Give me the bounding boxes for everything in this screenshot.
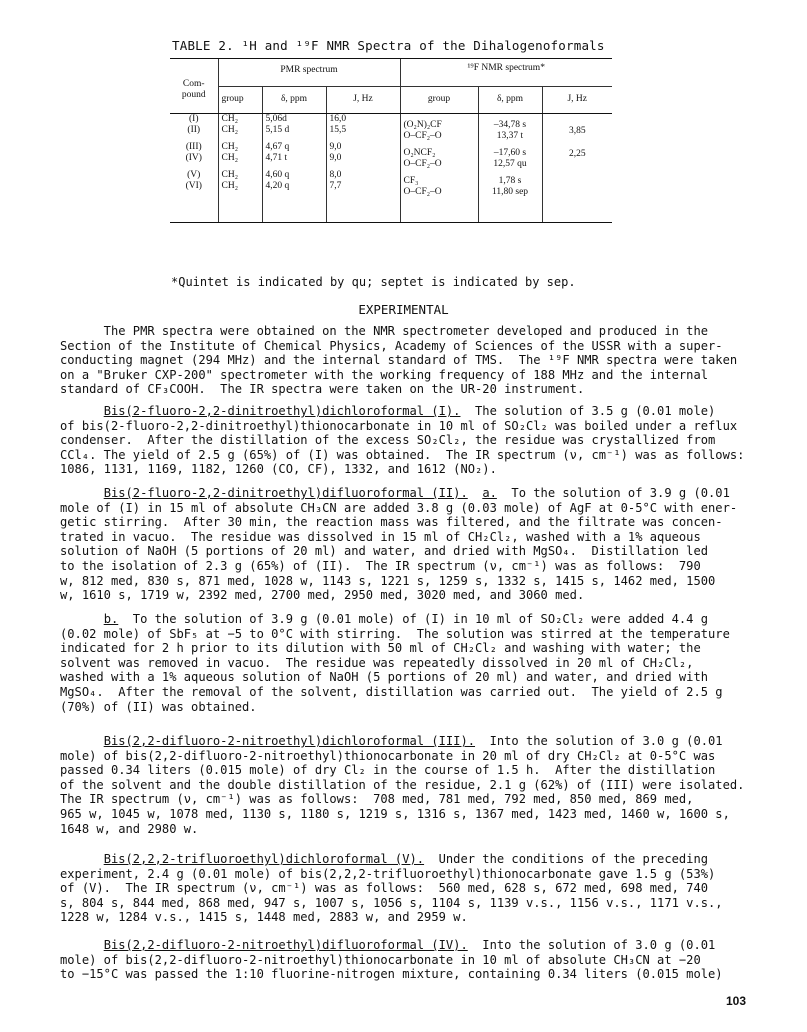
paragraph-body: Into the solution of 3.0 g (0.01 mole) of bis(2,2-difluoro-2-nitroethyl)thionocarbonate in 10 ml of absolute CH₃CN at −20 to −15°C was passed the 1:10 fluorine-nitrogen mixture, containing 0.34 liters (0.015 mole)	[60, 938, 723, 982]
table-cell: 8,0	[329, 169, 342, 180]
table-cell: 12,57 qu	[493, 158, 527, 169]
header-compound: Com- pound	[170, 59, 218, 114]
paragraph-compound-v	[60, 852, 782, 925]
table-cell: (I)	[189, 113, 199, 124]
table-cell: CH₂	[221, 124, 239, 135]
compound-title: Bis(2,2-difluoro-2-nitroethyl)difluoroformal (IV).	[103, 938, 468, 952]
table-cell: 9,0	[329, 152, 342, 163]
header-pmr: PMR spectrum	[218, 59, 400, 87]
table-cell: (III)	[185, 141, 202, 152]
table-cell: 4,20 q	[265, 180, 290, 191]
header-pmr-group: group	[218, 86, 262, 113]
table-cell: O–CF₂–O	[403, 130, 442, 141]
table-cell: 9,0	[329, 141, 342, 152]
section-heading-experimental: EXPERIMENTAL	[358, 302, 449, 317]
table-cell: O₂NCF₂	[403, 147, 436, 158]
paragraph-body: To the solution of 3.9 g (0.01 mole of (I) in 15 ml of absolute CH₃CN are added 3.8 g (0.03 mole) of AgF at 0-5°C with ener- getic stirring. After 30 min, the reaction mass was filtered, and the filtrate was concen- trated in vacuo. The residue was dissolved in 15 ml of CH₂Cl₂, washed with a 1% aqueous solution of NaOH (5 portions of 20 ml) and water, and dried with MgSO₄. Distillation led to the isolation of 2.3 g (65%) of (II). The IR spectrum (ν, cm⁻¹) was as follows: 790 w, 812 med, 830 s, 871 med, 1028 w, 1143 s, 1221 s, 1259 s, 1332 s, 1415 s, 1462 med, 1500 w, 1610 s, 1719 w, 2392 med, 2700 med, 2950 med, 3020 med, and 3060 med.	[60, 486, 738, 603]
col-f-j	[542, 113, 612, 222]
col-pmr-ppm	[262, 113, 326, 222]
table-cell: 2,25	[568, 148, 586, 159]
paragraph-compound-iv	[60, 938, 782, 982]
table-cell: CH₂	[221, 152, 239, 163]
col-pmr-group	[218, 113, 262, 222]
table-cell: CH₂	[221, 180, 239, 191]
table-cell: 5,06d	[265, 113, 287, 124]
paragraph-body: Under the conditions of the preceding experiment, 2.4 g (0.01 mole) of bis(2,2,2-trifluoroethyl)thionocarbonate gave 1.5 g (53%) of (V). The IR spectrum (ν, cm⁻¹) was as follows: 560 med, 628 s, 672 med, 698 med, 740 s, 804 s, 844 med, 868 med, 947 s, 1007 s, 1056 s, 1104 s, 1139 v.s., 1156 v.s., 1171 v.s., 1228 w, 1284 v.s., 1415 s, 1448 med, 2883 w, and 2959 w.	[60, 852, 723, 925]
header-pmr-j: J, Hz	[326, 86, 400, 113]
header-19f: ¹⁹F NMR spectrum*	[400, 59, 612, 87]
paragraph-compound-iii	[60, 734, 782, 836]
table-cell: O–CF₂–O	[403, 186, 442, 197]
col-compounds	[170, 113, 218, 222]
paragraph-compound-i	[60, 404, 782, 477]
method-label: b.	[103, 612, 119, 626]
col-f-group	[400, 113, 478, 222]
table-cell: (II)	[187, 124, 201, 135]
col-pmr-j	[326, 113, 400, 222]
table-cell: 13,37 t	[496, 130, 524, 141]
header-f-j: J, Hz	[542, 86, 612, 113]
table-cell: (IV)	[185, 152, 202, 163]
table-cell: 3,85	[568, 125, 586, 136]
table-cell: 4,67 q	[265, 141, 290, 152]
header-f-ppm: δ, ppm	[478, 86, 542, 113]
table-cell: (VI)	[185, 180, 202, 191]
compound-title: Bis(2,2,2-trifluoroethyl)dichloroformal (V).	[103, 852, 425, 866]
table-cell: 4,71 t	[265, 152, 288, 163]
table-cell: 1,78 s	[498, 175, 522, 186]
table-cell: –17,60 s	[493, 147, 527, 158]
header-f-group: group	[400, 86, 478, 113]
compound-title: Bis(2-fluoro-2,2-dinitroethyl)difluoroformal (II).	[103, 486, 468, 500]
table-cell: CH₂	[221, 169, 239, 180]
paragraph-compound-ii-b	[60, 612, 782, 714]
table-cell: 5,15 d	[265, 124, 290, 135]
table-cell	[546, 172, 610, 178]
paragraph-intro: The PMR spectra were obtained on the NMR spectrometer developed and produced in the Section of the Institute of Chemical Physics, Academy of Sciences of the USSR with a super- conducting magnet (294 MHz) and the internal standard of TMS. The ¹⁹F NMR spectra were taken on a "Bruker CXP-200" spectrometer with the working frequency of 188 MHz and the internal standard of CF₃COOH. The IR spectra were taken on the UR-20 instrument.	[60, 324, 738, 397]
table-cell: 4,60 q	[265, 169, 290, 180]
paragraph-compound-ii-a	[60, 486, 782, 603]
col-f-ppm	[478, 113, 542, 222]
nmr-table	[170, 58, 612, 223]
compound-title: Bis(2-fluoro-2,2-dinitroethyl)dichloroformal (I).	[103, 404, 461, 418]
compound-title: Bis(2,2-difluoro-2-nitroethyl)dichloroformal (III).	[103, 734, 476, 748]
table-cell: 16,0	[329, 113, 347, 124]
table-cell: (V)	[187, 169, 201, 180]
table-footnote: *Quintet is indicated by qu; septet is indicated by sep.	[171, 275, 576, 289]
table-cell: CH₂	[221, 141, 239, 152]
paragraph-body: To the solution of 3.9 g (0.01 mole) of (I) in 10 ml of SO₂Cl₂ were added 4.4 g (0.02 mole) of SbF₅ at −5 to 0°C with stirring. The solution was stirred at the temperature indicated for 2 h prior to its dilution with 50 ml of CH₂Cl₂ and washing with water; the solvent was removed in vacuo. The residue was repeatedly dissolved in 20 ml of CH₂Cl₂, washed with a 1% aqueous solution of NaOH (5 portions of 20 ml) and water, and dried with MgSO₄. After the removal of the solvent, distillation was carried out. The yield of 2.5 g (70%) of (II) was obtained.	[60, 612, 730, 714]
table-cell: –34,78 s	[493, 119, 527, 130]
paragraph-body: The solution of 3.5 g (0.01 mole) of bis(2-fluoro-2,2-dinitroethyl)thionocarbonate in 10 ml of SO₂Cl₂ was boiled under a reflux condenser. After the distillation of the excess SO₂Cl₂, the residue was crystallized from CCl₄. The yield of 2.5 g (65%) of (I) was obtained. The IR spectrum (ν, cm⁻¹) was as follows: 1086, 1131, 1169, 1182, 1260 (CO, CF), 1332, and 1612 (NO₂).	[60, 404, 745, 477]
table-cell: (O₂N)₂CF	[403, 119, 442, 130]
table-title: TABLE 2. ¹H and ¹⁹F NMR Spectra of the Dihalogenoformals	[172, 38, 605, 53]
table-cell: CH₂	[221, 113, 239, 124]
paragraph-body: Into the solution of 3.0 g (0.01 mole) of bis(2,2-difluoro-2-nitroethyl)thionocarbonate in 20 ml of dry CH₂Cl₂ at 0-5°C was passed 0.34 liters (0.015 mole) of dry Cl₂ in the course of 1.5 h. After the distillation of the solvent and the double distillation of the residue, 2.1 g (62%) of (III) were isolated. The IR spectrum (ν, cm⁻¹) was as follows: 708 med, 781 med, 792 med, 850 med, 869 med, 965 w, 1045 w, 1078 med, 1130 s, 1180 s, 1219 s, 1316 s, 1367 med, 1423 med, 1460 w, 1600 s, 1648 w, and 2980 w.	[60, 734, 745, 836]
table-cell: CF₃	[403, 175, 419, 186]
table-cell: 15,5	[329, 124, 347, 135]
table-cell: 7,7	[329, 180, 342, 191]
page-number: 103	[726, 994, 747, 1008]
header-pmr-ppm: δ, ppm	[262, 86, 326, 113]
table-cell: 11,80 sep	[491, 186, 529, 197]
method-label: a.	[482, 486, 497, 500]
table-cell: O–CF₂–O	[403, 158, 442, 169]
